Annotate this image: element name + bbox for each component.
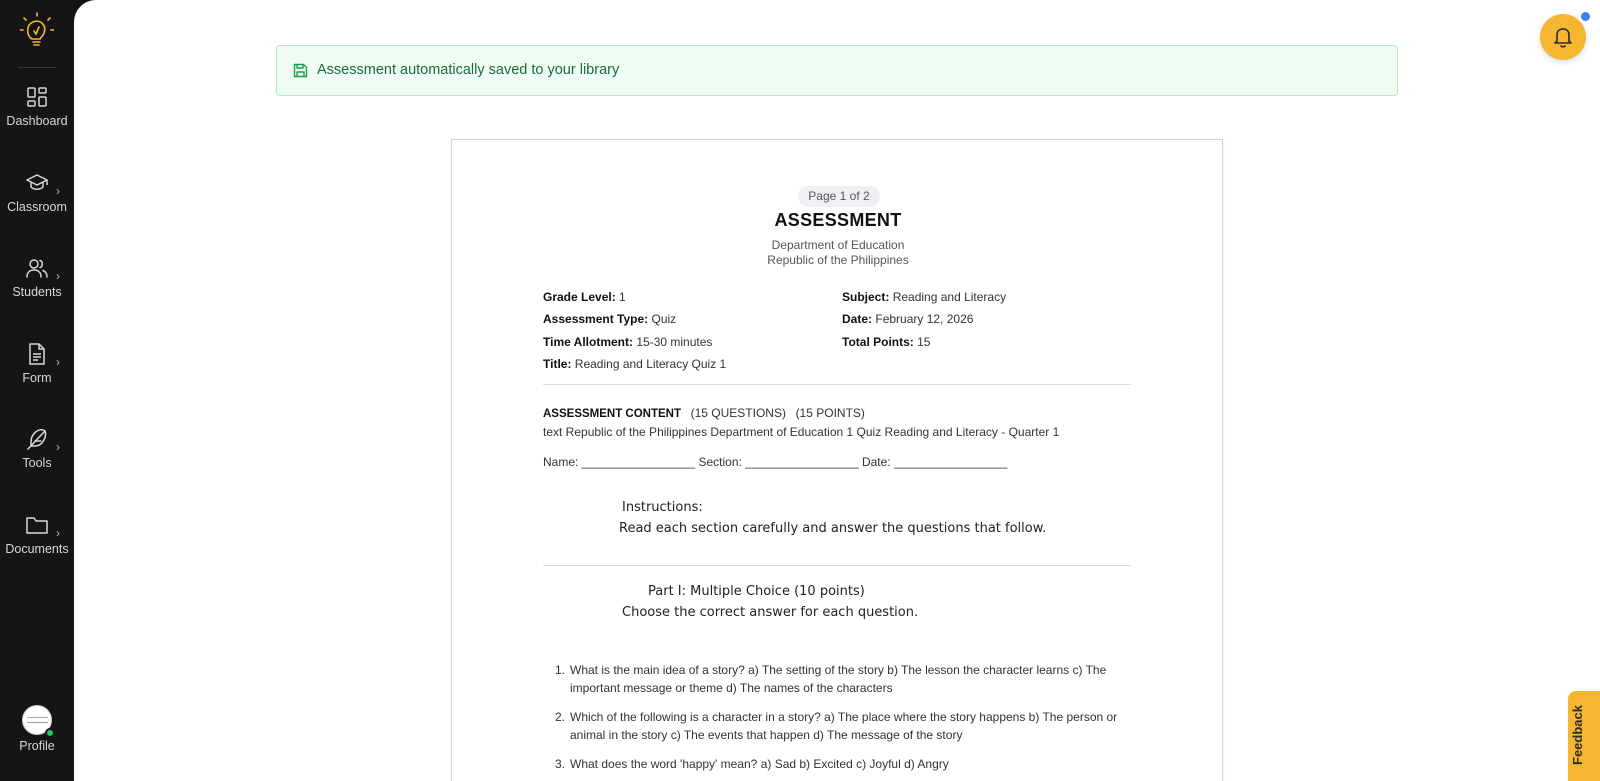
instructions-text: Read each section carefully and answer the questions that follow. xyxy=(619,521,1047,536)
meta-total-points xyxy=(842,335,930,349)
question-item xyxy=(543,708,1133,744)
meta-label: Title: xyxy=(543,357,572,371)
part1-instructions: Choose the correct answer for each question. xyxy=(622,605,919,620)
document-header-text: text Republic of the Philippines Department of Education 1 Quiz Reading and Literacy - Quarter 1 xyxy=(543,425,1060,439)
sidebar-item-label: Dashboard xyxy=(6,114,68,128)
section-divider xyxy=(543,384,1131,385)
country-name: Republic of the Philippines xyxy=(767,253,909,267)
question-number: 2. xyxy=(555,710,566,724)
sidebar-item-form[interactable] xyxy=(0,343,74,399)
document-title: ASSESSMENT xyxy=(774,210,902,230)
save-status-banner xyxy=(276,45,1398,96)
meta-value: Quiz xyxy=(651,312,677,326)
banner-message: Assessment automatically saved to your library xyxy=(317,62,620,78)
chevron-right-icon: › xyxy=(56,440,60,454)
main-content xyxy=(74,0,1600,781)
meta-assessment-type xyxy=(543,312,676,326)
online-status-indicator xyxy=(45,728,55,738)
feedback-tab[interactable] xyxy=(1568,691,1600,781)
assessment-document xyxy=(451,139,1223,781)
sidebar xyxy=(0,0,74,781)
meta-value: February 12, 2026 xyxy=(875,312,974,326)
sidebar-item-label: Tools xyxy=(22,456,52,470)
department-name: Department of Education xyxy=(771,238,905,252)
document-icon xyxy=(26,343,48,365)
meta-label: Total Points: xyxy=(842,335,914,349)
question-text: What is the main idea of a story? a) The setting of the story b) The lesson the character learns c) The important message or theme d) The names of the characters xyxy=(570,663,1107,695)
meta-value: Reading and Literacy xyxy=(892,290,1007,304)
question-item xyxy=(543,755,1133,773)
chevron-right-icon: › xyxy=(56,269,60,283)
question-count: (15 QUESTIONS) xyxy=(690,406,786,420)
sidebar-item-students[interactable] xyxy=(0,257,74,313)
meta-label: Time Allotment: xyxy=(543,335,634,349)
meta-title xyxy=(543,357,726,371)
folder-icon xyxy=(26,514,48,536)
meta-value: 15 xyxy=(917,335,931,349)
chevron-right-icon: › xyxy=(56,355,60,369)
question-text: Which of the following is a character in a story? a) The place where the story happens b) The person or animal in the story c) The events that happen d) The message of the story xyxy=(570,710,1118,742)
bell-icon xyxy=(1553,26,1573,48)
point-count: (15 POINTS) xyxy=(795,406,865,420)
profile-label: Profile xyxy=(19,739,55,753)
meta-date xyxy=(842,312,973,326)
lightbulb-logo-icon[interactable] xyxy=(20,12,54,52)
name-section-date-line: Name: _________________ Section: _________________ Date: _________________ xyxy=(543,455,1008,469)
avatar-signature-image xyxy=(27,717,48,723)
sidebar-item-label: Classroom xyxy=(7,200,67,214)
meta-value: 1 xyxy=(619,290,626,304)
meta-subject xyxy=(842,290,1006,304)
feedback-label: Feedback xyxy=(1570,705,1585,765)
question-text: What does the word 'happy' mean? a) Sad b) Excited c) Joyful d) Angry xyxy=(570,757,949,771)
meta-label: Assessment Type: xyxy=(543,312,649,326)
question-number: 1. xyxy=(555,663,566,677)
users-icon xyxy=(26,257,48,279)
sidebar-item-profile[interactable] xyxy=(0,705,74,765)
meta-time-allotment xyxy=(543,335,712,349)
part1-title: Part I: Multiple Choice (10 points) xyxy=(648,584,865,599)
content-heading xyxy=(543,406,865,420)
sidebar-divider xyxy=(18,67,56,68)
meta-label: Subject: xyxy=(842,290,890,304)
chevron-right-icon: › xyxy=(56,184,60,198)
sidebar-item-classroom[interactable] xyxy=(0,172,74,228)
meta-grade-level xyxy=(543,290,626,304)
question-number: 3. xyxy=(555,757,566,771)
question-list xyxy=(543,661,1133,781)
feather-icon xyxy=(26,428,48,450)
sidebar-item-label: Documents xyxy=(5,542,69,556)
sidebar-item-documents[interactable] xyxy=(0,514,74,570)
dashboard-icon xyxy=(26,86,48,108)
page-indicator: Page 1 of 2 xyxy=(798,186,880,207)
save-icon xyxy=(293,63,308,78)
notification-badge xyxy=(1581,12,1590,21)
sidebar-item-tools[interactable] xyxy=(0,428,74,484)
instructions-label: Instructions: xyxy=(622,500,703,515)
meta-label: Grade Level: xyxy=(543,290,616,304)
meta-value: 15-30 minutes xyxy=(636,335,713,349)
notifications-button[interactable] xyxy=(1540,14,1586,60)
graduation-cap-icon xyxy=(26,172,48,194)
section-divider xyxy=(543,565,1131,566)
sidebar-item-dashboard[interactable] xyxy=(0,86,74,142)
content-heading-label: ASSESSMENT CONTENT xyxy=(543,408,682,420)
chevron-right-icon: › xyxy=(56,526,60,540)
meta-label: Date: xyxy=(842,312,873,326)
sidebar-item-label: Form xyxy=(22,371,52,385)
question-item xyxy=(543,661,1133,697)
meta-value: Reading and Literacy Quiz 1 xyxy=(574,357,727,371)
sidebar-item-label: Students xyxy=(12,285,62,299)
